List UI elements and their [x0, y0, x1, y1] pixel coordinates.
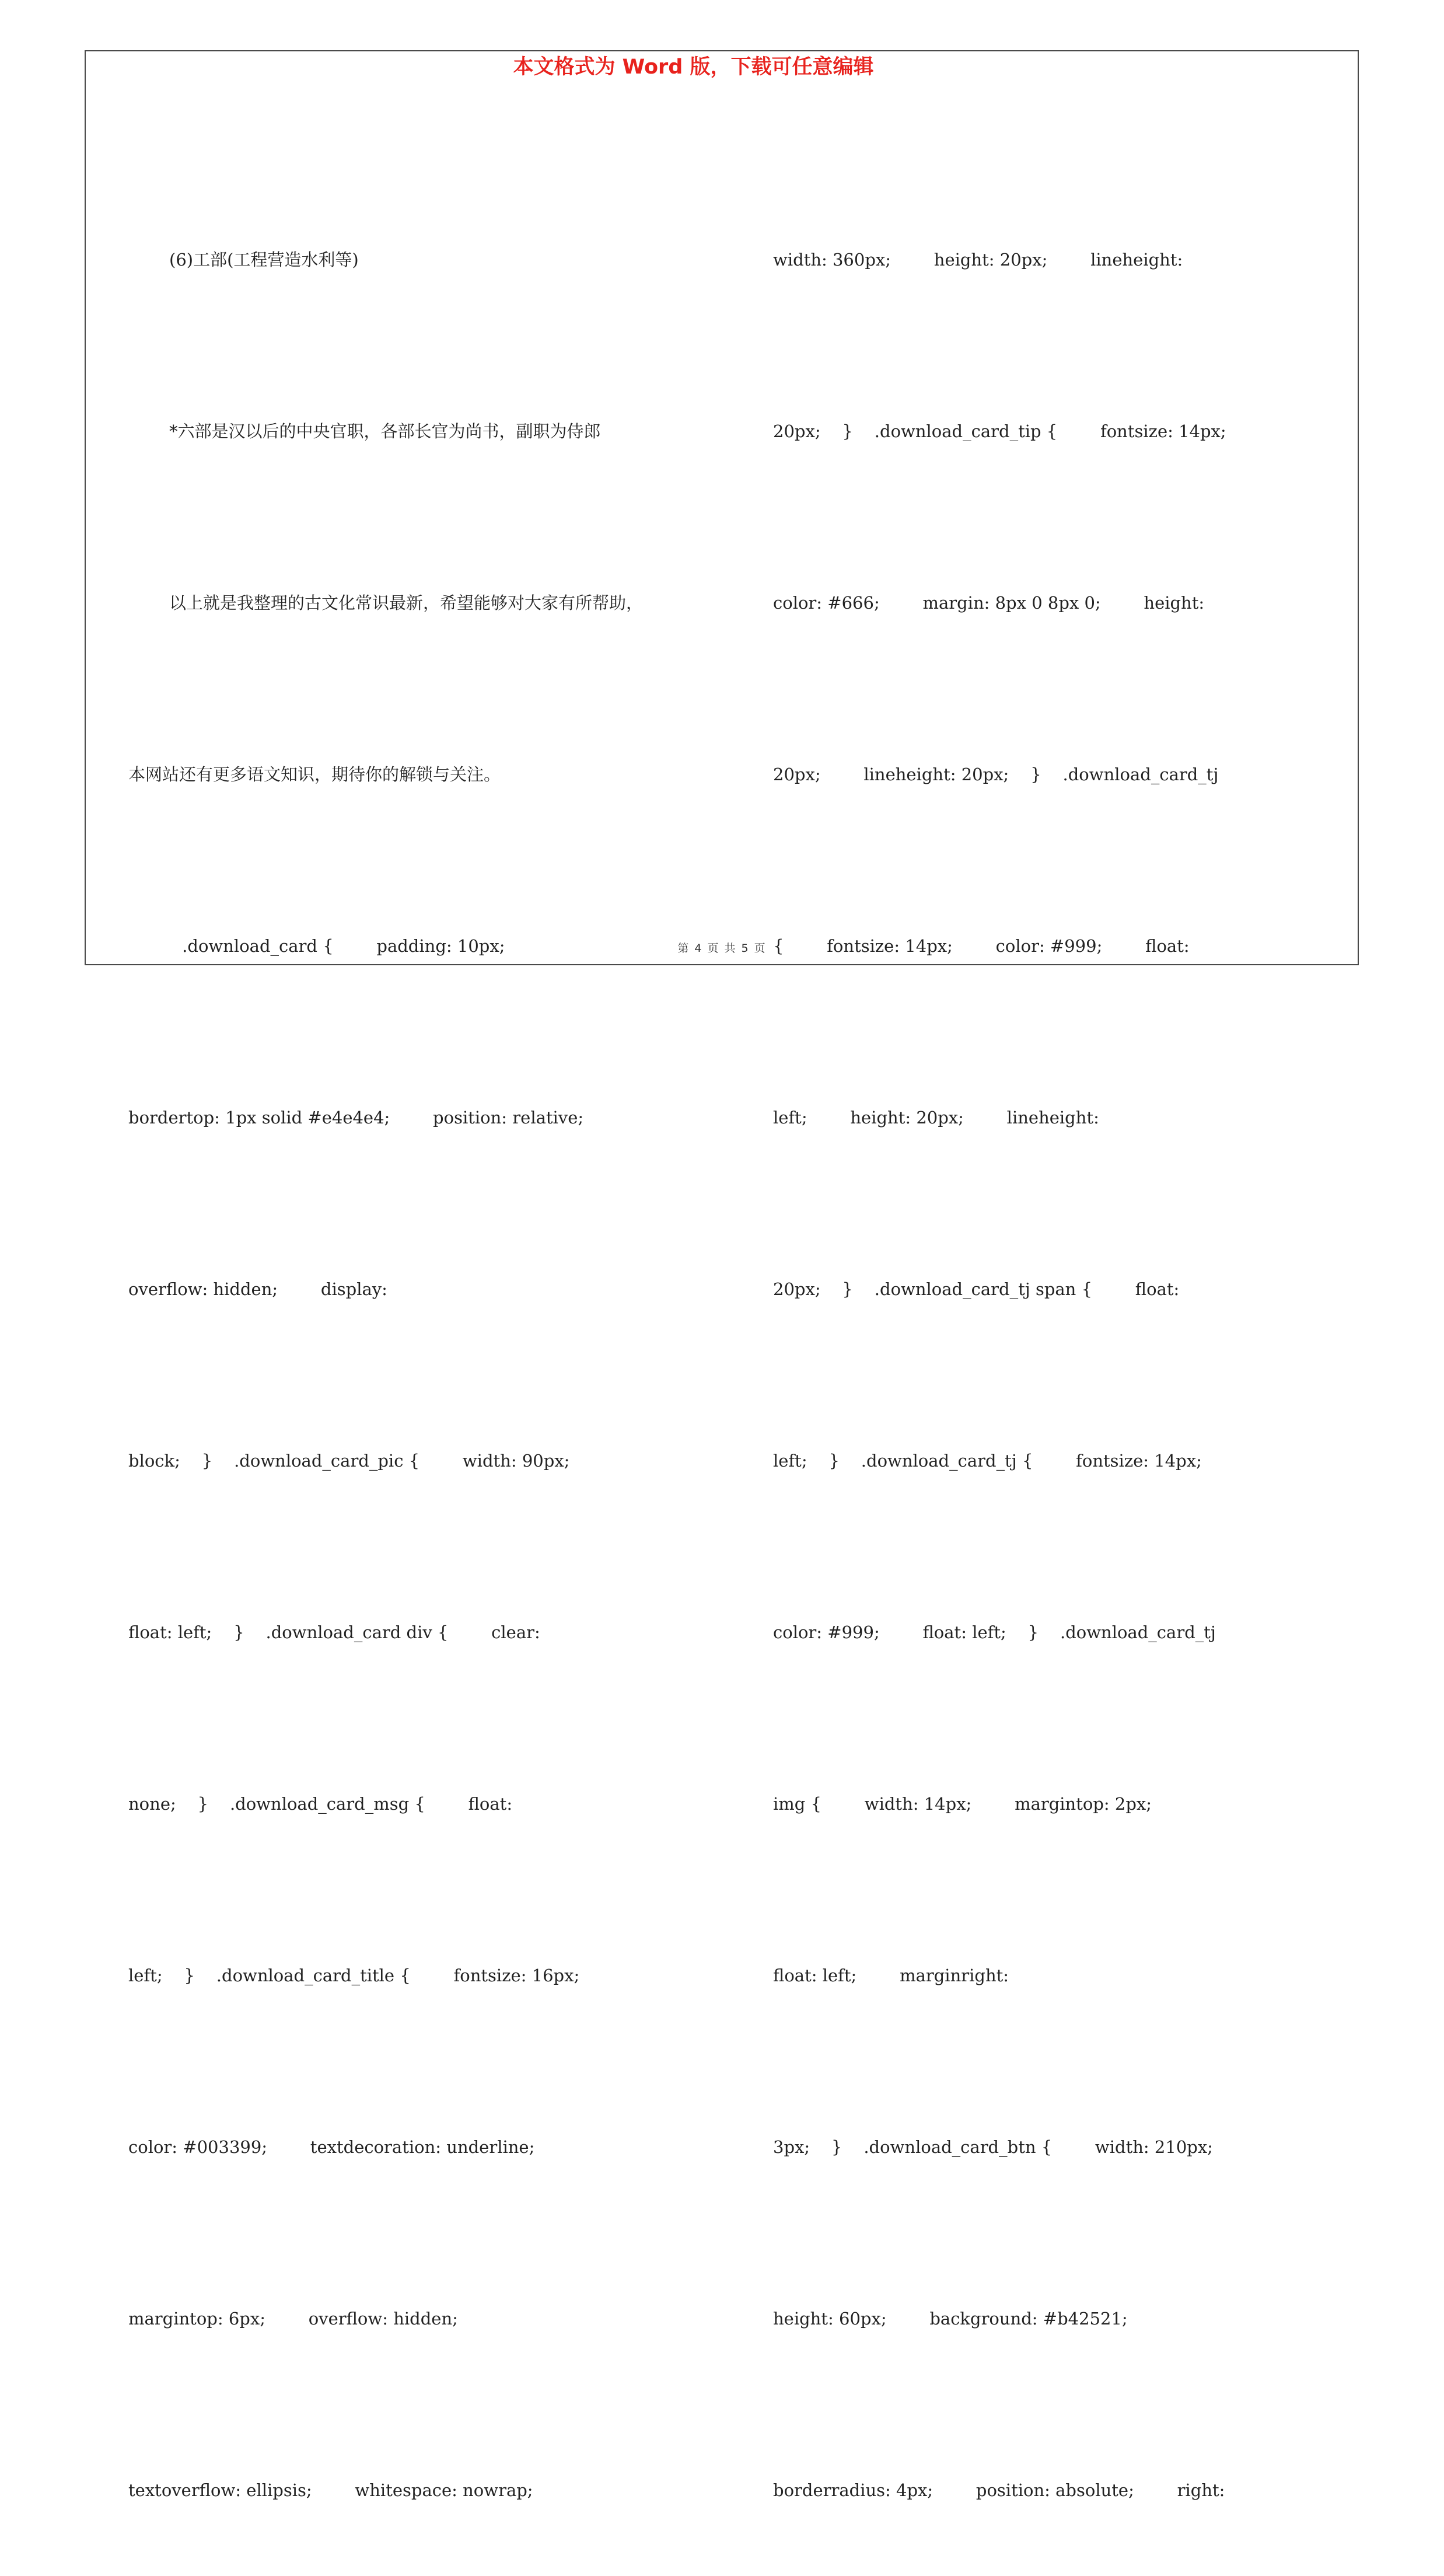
code-line: textoverflow: ellipsis; whitespace: nowrap; [128, 2480, 533, 2500]
code-line: color: #999; float: left; } .download_card_tj [773, 1622, 1216, 1642]
code-line: overflow: hidden; display: [128, 1279, 387, 1299]
text-line: *六部是汉以后的中央官职，各部长官为尚书，副职为侍郎 [169, 421, 601, 441]
code-line: float: left; } .download_card div { clear: [128, 1622, 540, 1642]
code-line: 3px; } .download_card_btn { width: 210px; [773, 2137, 1213, 2157]
code-line: margintop: 6px; overflow: hidden; [128, 2309, 458, 2329]
code-line: 20px; } .download_card_tj span { float: [773, 1279, 1180, 1299]
code-line: 20px; lineheight: 20px; } .download_card_tj [773, 765, 1219, 784]
code-line: left; height: 20px; lineheight: [773, 1108, 1099, 1128]
code-line: img { width: 14px; margintop: 2px; [773, 1794, 1152, 1814]
code-line: left; } .download_card_title { fontsize: 16px; [128, 1966, 580, 1985]
code-line: left; } .download_card_tj { fontsize: 14px; [773, 1451, 1202, 1471]
code-line: width: 360px; height: 20px; lineheight: [773, 250, 1183, 270]
text-line: 以上就是我整理的古文化常识最新，希望能够对大家有所帮助， [169, 593, 644, 613]
right-column [773, 117, 1356, 2576]
code-line: bordertop: 1px solid #e4e4e4; position: relative; [128, 1108, 584, 1128]
page-number-footer: 第 4 页 共 5 页 [677, 942, 767, 955]
code-line: color: #666; margin: 8px 0 8px 0; height: [773, 593, 1205, 613]
code-line: float: left; marginright: [773, 1966, 1009, 1985]
code-line: .download_card { padding: 10px; [128, 936, 505, 956]
text-line: (6)工部(工程营造水利等) [169, 250, 359, 270]
code-line: height: 60px; background: #b42521; [773, 2309, 1128, 2329]
format-banner: 本文格式为 Word 版，下载可任意编辑 [513, 55, 874, 79]
code-line: block; } .download_card_pic { width: 90px; [128, 1451, 570, 1471]
code-line: none; } .download_card_msg { float: [128, 1794, 513, 1814]
code-line: 20px; } .download_card_tip { fontsize: 14px; [773, 421, 1226, 441]
left-column [128, 117, 735, 2576]
code-line: { fontsize: 14px; color: #999; float: [773, 936, 1190, 956]
text-line: 本网站还有更多语文知识，期待你的解锁与关注。 [128, 765, 501, 784]
code-line: color: #003399; textdecoration: underline; [128, 2137, 535, 2157]
code-line: borderradius: 4px; position: absolute; right: [773, 2480, 1225, 2500]
